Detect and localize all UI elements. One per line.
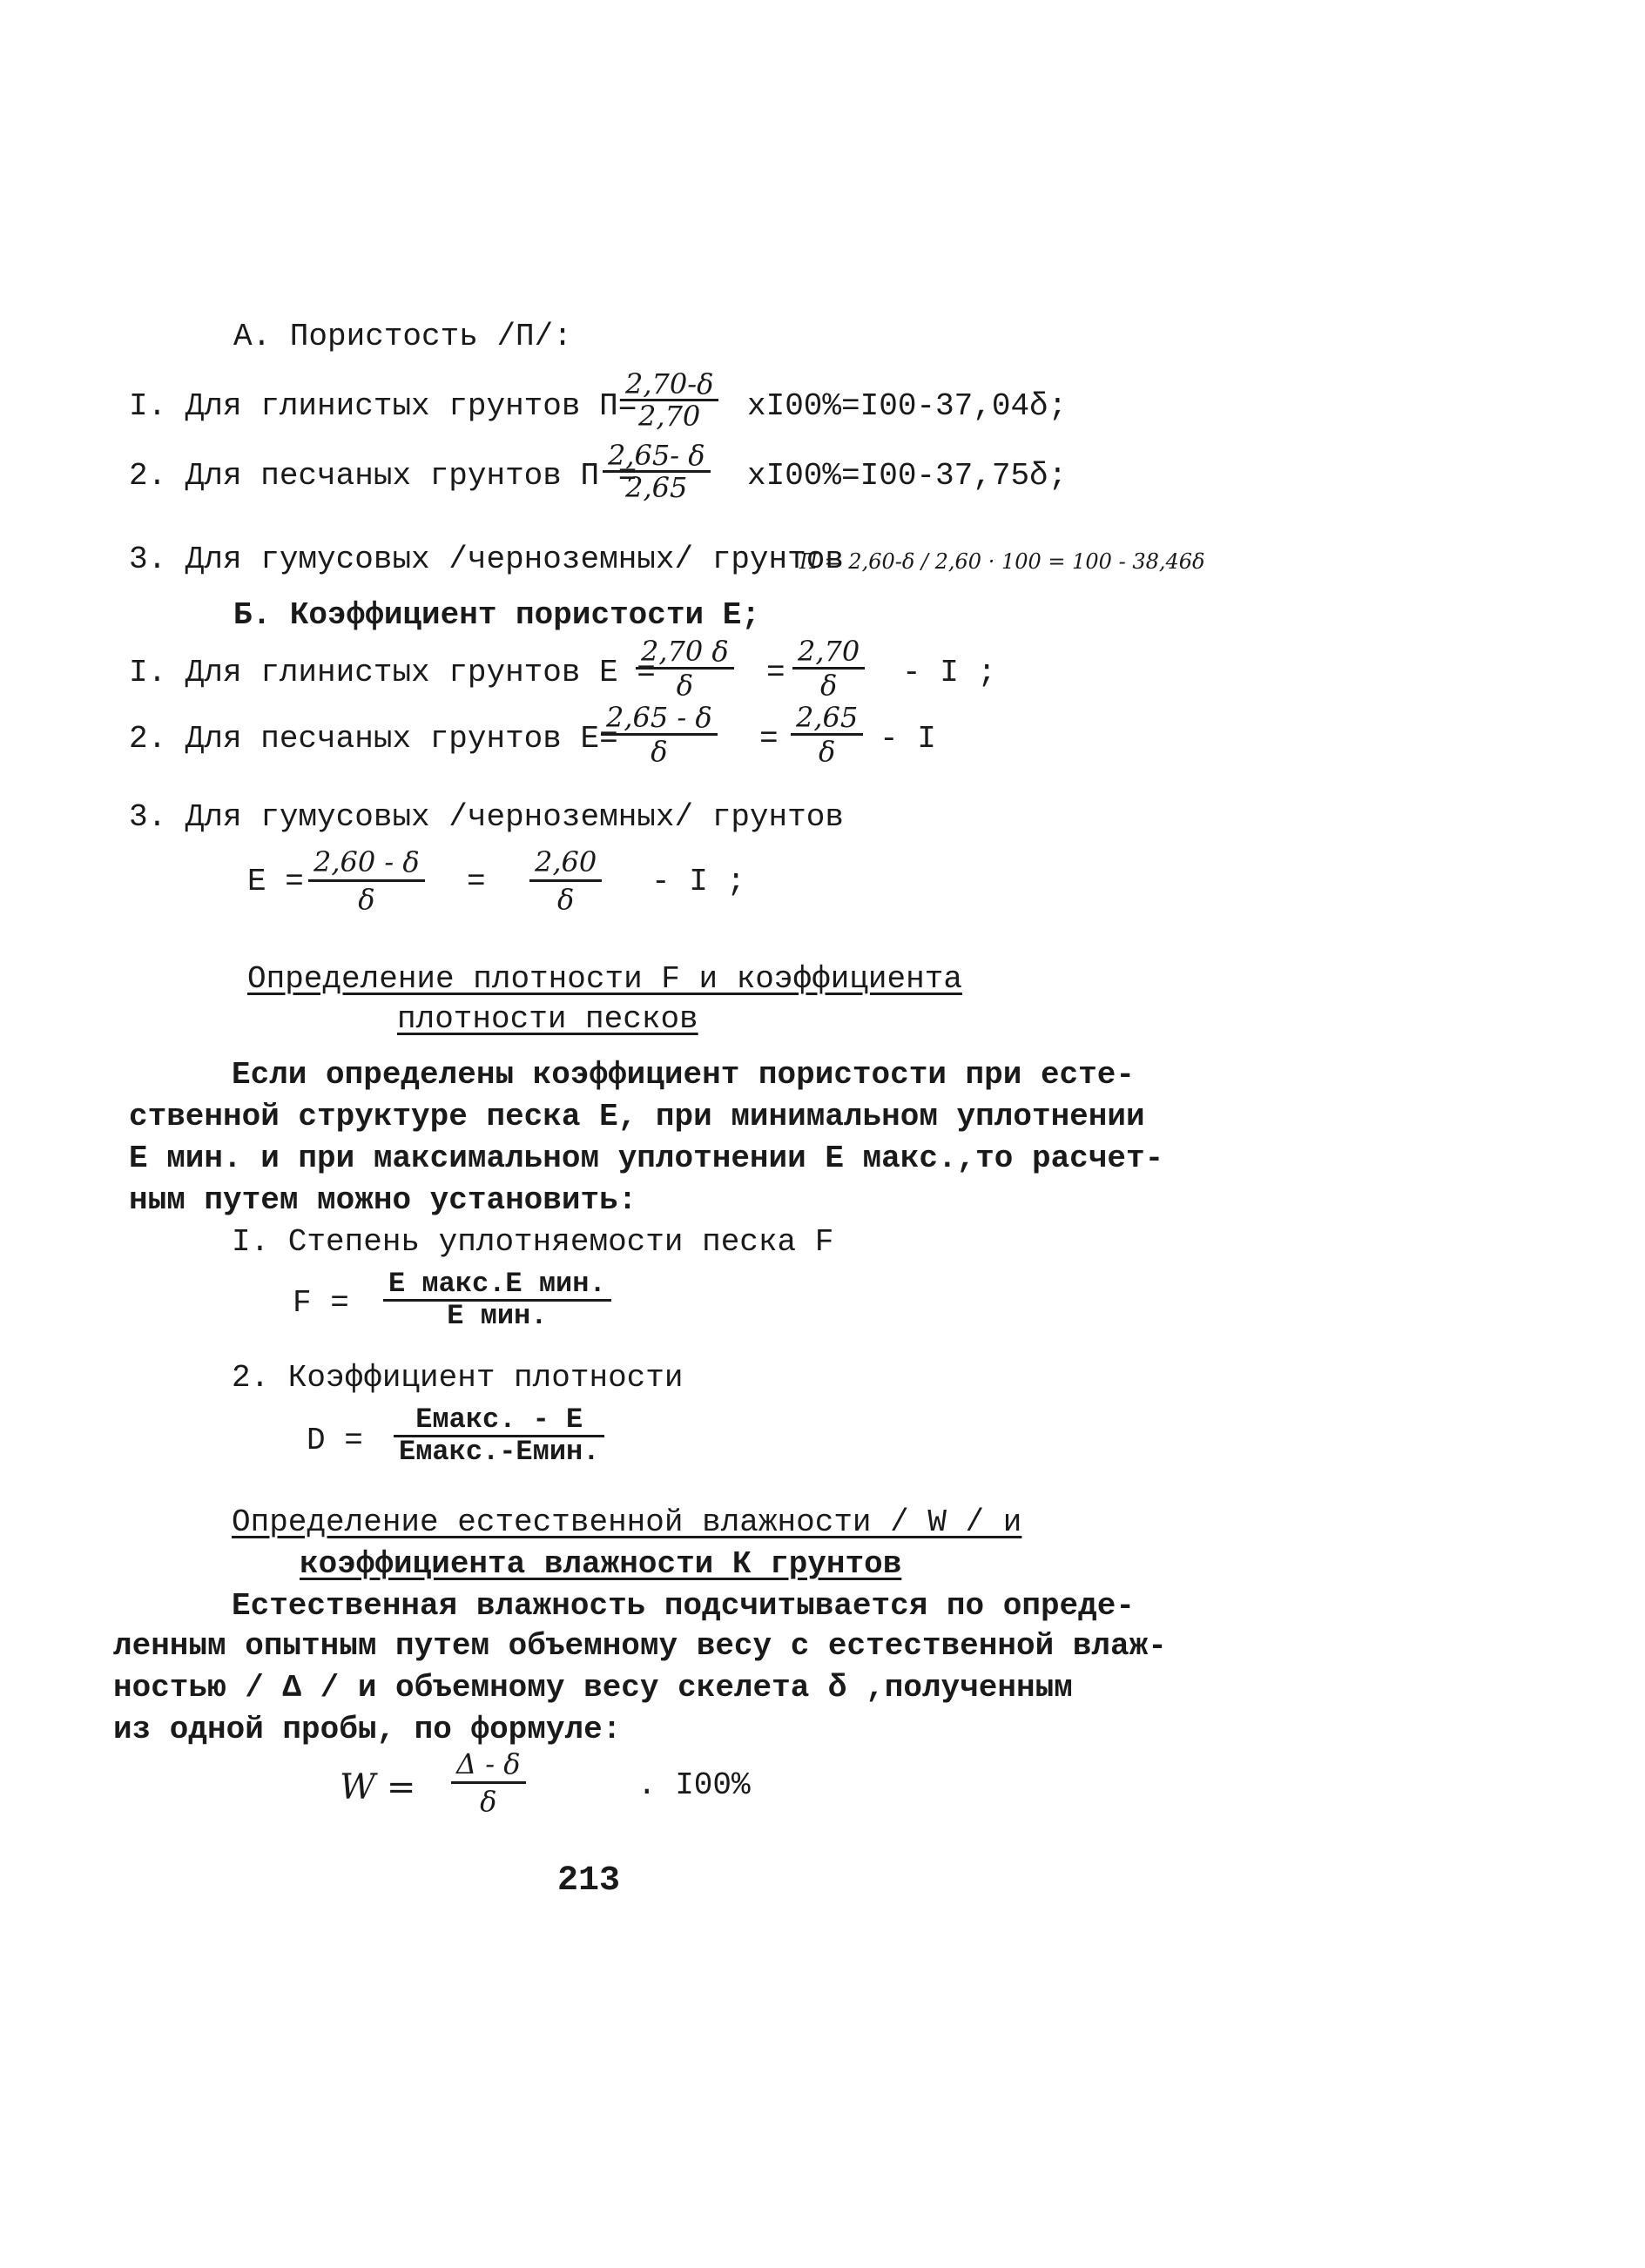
ratio-humus-lhs: Е = — [247, 864, 304, 899]
ratio-clay-fraction-2 — [792, 636, 865, 701]
porosity-humus-label: 3. Для гумусовых /черноземных/ грунтов — [129, 542, 844, 577]
moisture-para-line3: ностью / Δ / и объемному весу скелета δ ,полученным — [113, 1670, 1073, 1706]
density-heading-line2: плотности песков — [397, 1001, 698, 1037]
density-coefficient-label: 2. Коэффициент плотности — [232, 1360, 684, 1396]
ratio-humus-fraction-2 — [529, 845, 602, 917]
fraction-numerator: 2,65 — [791, 702, 863, 736]
fraction-denominator: 2,70 — [638, 400, 701, 433]
moisture-para-line2: ленным опытным путем объемному весу с естественной влаж- — [113, 1628, 1167, 1664]
fraction-denominator: δ — [480, 1785, 497, 1818]
fraction-numerator: 2,60 - δ — [308, 845, 425, 882]
density-heading-line1: Определение плотности F и коэффициента — [247, 961, 962, 997]
fraction-denominator: δ — [818, 735, 836, 768]
porosity-sand-label: 2. Для песчаных грунтов П = — [129, 458, 637, 494]
density-coefficient-fraction — [394, 1405, 604, 1467]
ratio-humus-fraction-1 — [308, 845, 425, 917]
porosity-sand-fraction — [603, 441, 711, 502]
porosity-clay-fraction — [620, 369, 718, 431]
fraction-denominator: Е мин. — [447, 1300, 548, 1332]
fraction-numerator: 2,65 - δ — [601, 702, 718, 736]
ratio-sand-label: 2. Для песчаных грунтов Е= — [129, 721, 618, 757]
ratio-humus-label: 3. Для гумусовых /черноземных/ грунтов — [129, 799, 844, 835]
ratio-clay-label: I. Для глинистых грунтов Е = — [129, 655, 656, 690]
fraction-denominator: δ — [676, 669, 693, 702]
compaction-fraction — [383, 1269, 611, 1331]
moisture-para-line4: из одной пробы, по формуле: — [113, 1712, 622, 1747]
porosity-clay-label: I. Для глинистых грунтов П= — [129, 388, 637, 424]
equals-sign: = — [766, 655, 785, 690]
equals-sign: = — [759, 721, 779, 757]
ratio-sand-fraction-1 — [601, 702, 718, 767]
fraction-numerator: 2,70 δ — [636, 636, 734, 670]
moisture-fraction — [451, 1746, 526, 1819]
fraction-numerator: Емакс. - Е — [394, 1405, 604, 1437]
page-number: 213 — [557, 1861, 621, 1901]
section-b-title: Б. Коэффициент пористости Е; — [233, 597, 760, 633]
moisture-heading-line1: Определение естественной влажности / W / и — [232, 1504, 1022, 1540]
ratio-sand-tail: - I — [880, 721, 936, 757]
ratio-sand-fraction-2 — [791, 702, 863, 767]
density-para-line3: Е мин. и при максимальном уплотнении Е макс.,то расчет- — [129, 1141, 1164, 1176]
density-para-line2: ственной структуре песка Е, при минимальном уплотнении — [129, 1099, 1145, 1134]
fraction-denominator: δ — [819, 669, 838, 702]
compaction-degree-label: I. Степень уплотняемости песка F — [232, 1224, 834, 1260]
fraction-numerator: 2,70 — [792, 636, 865, 670]
ratio-clay-fraction-1 — [636, 636, 734, 701]
fraction-numerator: 2,70-δ — [620, 369, 718, 401]
ratio-humus-tail: - I ; — [651, 864, 746, 899]
density-coefficient-lhs: D = — [307, 1423, 363, 1458]
fraction-denominator: δ — [556, 883, 575, 916]
fraction-numerator: 2,65- δ — [603, 441, 711, 473]
moisture-lhs: W = — [340, 1767, 416, 1807]
moisture-heading-line2: коэффициента влажности К грунтов — [300, 1546, 902, 1582]
fraction-numerator: Е макс.Е мин. — [383, 1269, 611, 1302]
fraction-numerator: 2,60 — [529, 845, 602, 882]
moisture-tail: . I00% — [637, 1767, 751, 1803]
density-para-line1: Если определены коэффициент пористости при есте- — [232, 1057, 1135, 1093]
fraction-denominator: δ — [651, 735, 668, 768]
moisture-para-line1: Естественная влажность подсчитывается по опреде- — [232, 1588, 1135, 1624]
ratio-clay-tail: - I ; — [902, 655, 997, 690]
porosity-sand-result: xI00%=I00-37,75δ; — [747, 458, 1068, 494]
fraction-denominator: Емакс.-Емин. — [399, 1436, 600, 1468]
density-para-line4: ным путем можно установить: — [129, 1182, 637, 1218]
porosity-clay-result: xI00%=I00-37,04δ; — [747, 388, 1068, 424]
equals-sign: = — [467, 864, 486, 899]
fraction-numerator: Δ - δ — [451, 1746, 526, 1784]
fraction-denominator: δ — [358, 883, 375, 916]
compaction-lhs: F = — [293, 1285, 349, 1321]
fraction-denominator: 2,65 — [625, 471, 688, 504]
porosity-humus-formula: П = 2,60-δ / 2,60 · 100 = 100 - 38,46δ — [799, 549, 1205, 574]
section-a-title: А. Пористость /П/: — [233, 319, 572, 354]
